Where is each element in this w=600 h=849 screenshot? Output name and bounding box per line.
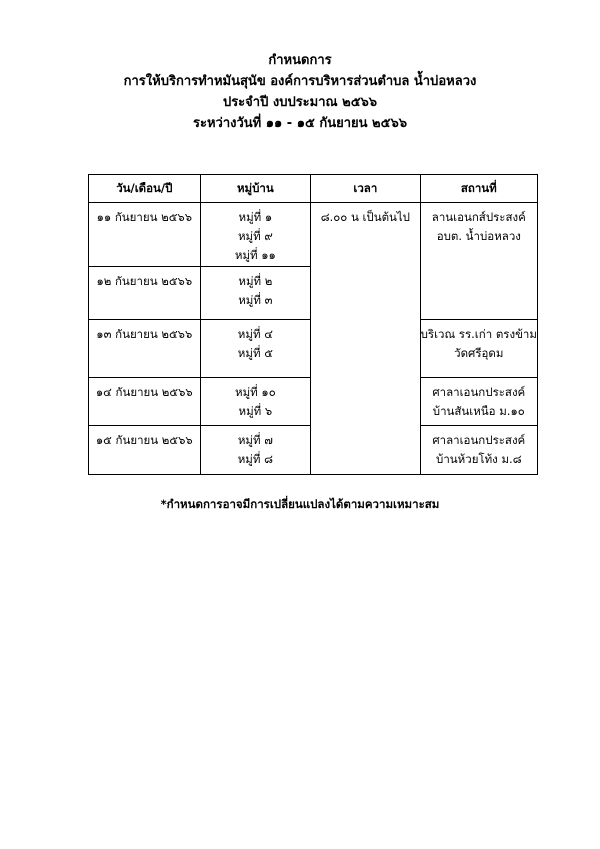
village-item: หมู่ที่ ๑ xyxy=(238,210,273,224)
place-line: ลานเอนกส์ประสงค์ xyxy=(431,210,526,224)
date-cell: ๑๒ กันยายน ๒๕๖๖ xyxy=(89,267,201,320)
place-line: บริเวณ รร.เก่า ตรงข้าม xyxy=(420,327,537,341)
table-header-row xyxy=(89,175,538,203)
village-item: หมู่ที่ ๕ xyxy=(237,346,273,360)
village-item: หมู่ที่ ๑๑ xyxy=(234,248,276,262)
place-line: ศาลาเอนกประสงค์ xyxy=(432,385,526,399)
schedule-table xyxy=(88,174,538,475)
table-row xyxy=(89,203,538,267)
village-cell xyxy=(200,378,311,426)
village-cell xyxy=(200,203,311,267)
village-item: หมู่ที่ ๑๐ xyxy=(235,385,276,399)
village-item: หมู่ที่ ๖ xyxy=(238,404,273,418)
place-cell xyxy=(420,320,537,378)
village-cell xyxy=(200,267,311,320)
village-item: หมู่ที่ ๔ xyxy=(237,327,273,341)
place-cell xyxy=(420,378,537,426)
village-item: หมู่ที่ ๓ xyxy=(238,293,273,307)
date-cell: ๑๕ กันยายน ๒๕๖๖ xyxy=(89,426,201,475)
header-fiscal-year: ประจำปี งบประมาณ ๒๕๖๖ xyxy=(222,95,378,110)
document-header xyxy=(0,50,600,134)
place-line: ศาลาเอนกประสงค์ xyxy=(432,433,526,447)
header-title: กำหนดการ xyxy=(268,53,332,68)
place-line: อบต. น้ำบ่อหลวง xyxy=(436,229,521,243)
footnote: *กำหนดการอาจมีการเปลี่ยนแปลงได้ตามความเหมาะสม xyxy=(160,497,440,511)
place-cell xyxy=(420,203,537,320)
place-line: บ้านสันเหนือ ม.๑๐ xyxy=(432,404,525,418)
time-cell: ๘.๐๐ น เป็นต้นไป xyxy=(311,203,420,475)
header-date-range: ระหว่างวันที่ ๑๑ - ๑๕ กันยายน ๒๕๖๖ xyxy=(193,116,407,131)
date-cell: ๑๔ กันยายน ๒๕๖๖ xyxy=(89,378,201,426)
place-cell xyxy=(420,426,537,475)
village-item: หมู่ที่ ๒ xyxy=(238,274,273,288)
header-village: หมู่บ้าน xyxy=(200,175,311,203)
village-item: หมู่ที่ ๙ xyxy=(237,229,273,243)
date-cell: ๑๑ กันยายน ๒๕๖๖ xyxy=(89,203,201,267)
header-place: สถานที่ xyxy=(420,175,537,203)
place-line: วัดศรีอุดม xyxy=(454,346,504,360)
village-item: หมู่ที่ ๗ xyxy=(237,433,273,447)
village-item: หมู่ที่ ๘ xyxy=(237,452,273,466)
place-line: บ้านห้วยโท้ง ม.๘ xyxy=(436,452,522,466)
header-subtitle: การให้บริการทำหมันสุนัข องค์การบริหารส่วนตำบล น้ำบ่อหลวง xyxy=(123,74,477,89)
header-time: เวลา xyxy=(311,175,420,203)
village-cell xyxy=(200,426,311,475)
village-cell xyxy=(200,320,311,378)
header-date: วัน/เดือน/ปี xyxy=(89,175,201,203)
date-cell: ๑๓ กันยายน ๒๕๖๖ xyxy=(89,320,201,378)
